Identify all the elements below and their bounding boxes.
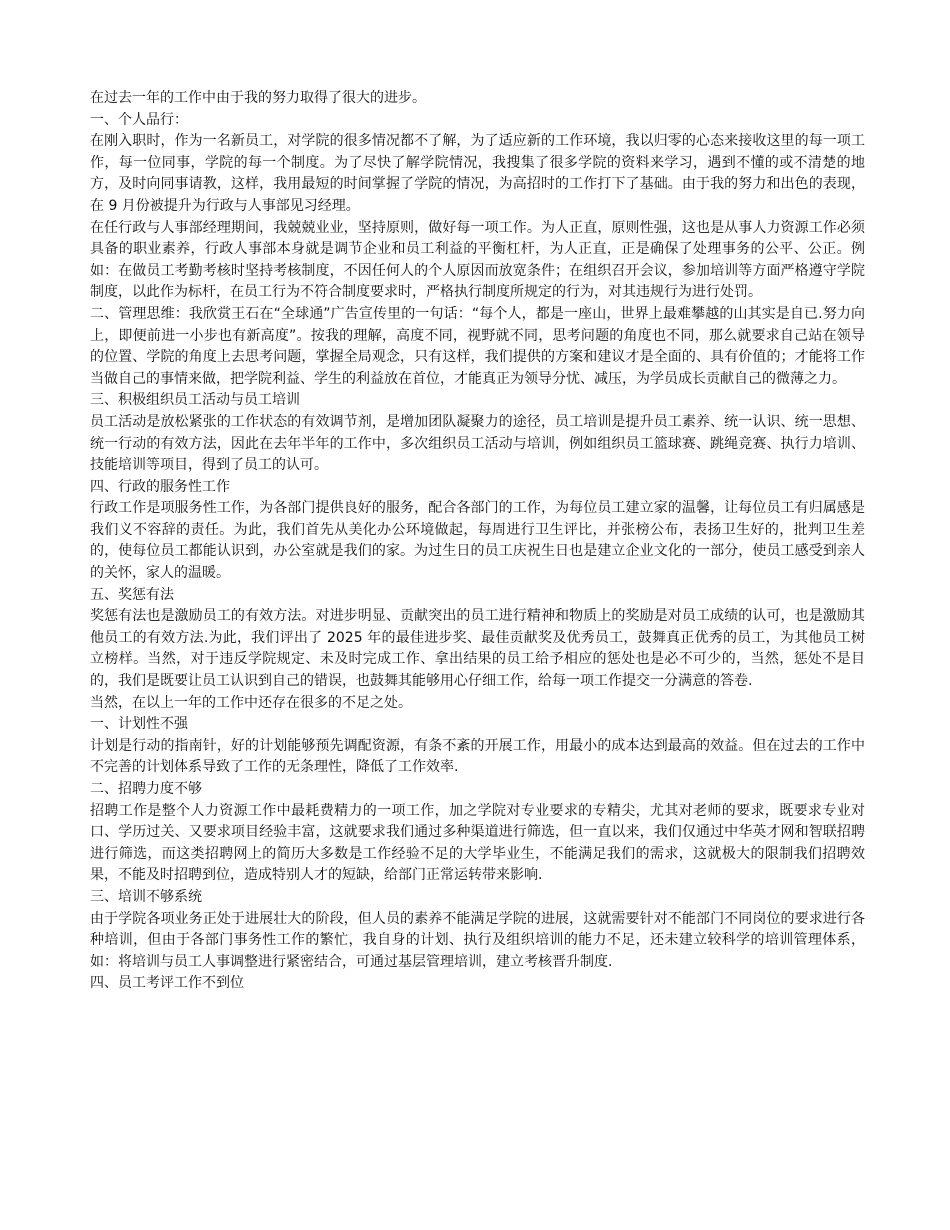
section-heading: 一、计划性不强 — [90, 716, 188, 733]
section-heading: 一、个人品行： — [90, 111, 188, 128]
intro-sentence: 在过去一年的工作中由于我的努力取得了很大的进步。 — [90, 90, 426, 106]
section-heading: 二、招聘力度不够 — [90, 781, 202, 797]
section-heading: 四、行政的服务性工作 — [90, 478, 230, 495]
body-paragraph: 员工活动是放松紧张的工作状态的有效调节剂，是增加团队凝聚力的途径，员工培训是提升员工素养、统一认识、统一思想、统一行动的有效方法，因此在去年半年的工作中，多次组织员工活动与培训，例如组织员工篮球赛、跳绳竞赛、执行力培训、技能培训等项目，得到了员工的认可。 — [90, 413, 865, 474]
document-body — [90, 88, 865, 995]
transition-sentence: 当然，在以上一年的工作中还存在很多的不足之处。 — [90, 694, 412, 711]
body-paragraph: 行政工作是项服务性工作，为各部门提供良好的服务，配合各部门的工作，为每位员工建立家的温馨，让每位员工有归属感是我们义不容辞的责任。为此，我们首先从美化办公环境做起，每周进行卫生评比，并张榜公布，表扬卫生好的，批判卫生差的，使每位员工都能认识到，办公室就是我们的家。为过生日的员工庆祝生日也是建立企业文化的一部分，使员工感受到亲人的关怀，家人的温暖。 — [90, 500, 865, 582]
section-heading: 四、员工考评工作不到位 — [90, 975, 244, 992]
section-heading: 五、奖惩有法 — [90, 586, 174, 603]
body-paragraph: 由于学院各项业务正处于进展壮大的阶段，但人员的素养不能满足学院的进展，这就需要针对不能部门不同岗位的要求进行各种培训，但由于各部门事务性工作的繁忙，我自身的计划、执行及组织培训的能力不足，还未建立较科学的培训管理体系，如：将培训与员工人事调整进行紧密结合，可通过基层管理培训，建立考核晋升制度. — [90, 910, 865, 970]
body-paragraph: 在刚入职时，作为一名新员工，对学院的很多情况都不了解，为了适应新的工作环境，我以归零的心态来接收这里的每一项工作，每一位同事，学院的每一个制度。为了尽快了解学院情况，我搜集了很多学院的资料来学习，遇到不懂的或不清楚的地方，及时向同事请教，这样，我用最短的时间掌握了学院的情况，为高招时的工作打下了基础。由于我的努力和出色的表现，在 9 月份被提升为行政与人事部见习经理。 — [90, 133, 865, 214]
body-paragraph: 二、管理思维：我欣赏王石在“全球通”广告宣传里的一句话：“每个人，都是一座山，世界上最难攀越的山其实是自已.努力向上，即便前进一小步也有新高度”。按我的理解，高度不同，视野就不同，思考问题的角度也不同，那么就要求自己站在领导的位置、学院的角度上去思考问题，掌握全局观念，只有这样，我们提供的方案和建议才是全面的、具有价值的；才能将工作当做自己的事情来做，把学院利益、学生的利益放在首位，才能真正为领导分忧、减压，为学员成长贡献自己的微薄之力。 — [90, 305, 865, 387]
section-heading: 三、积极组织员工活动与员工培训 — [90, 392, 300, 409]
section-heading: 三、培训不够系统 — [90, 888, 202, 905]
body-paragraph: 奖惩有法也是激励员工的有效方法。对进步明显、贡献突出的员工进行精神和物质上的奖励是对员工成绩的认可，也是激励其他员工的有效方法.为此，我们评出了 2025 年的最佳进步奖、最佳贡献奖及优秀员工，鼓舞真正优秀的员工，为其他员工树立榜样。当然，对于违反学院规定、未及时完成工作、拿出结果的员工给予相应的惩处也是必不可少的，当然，惩处不是目的，我们是既要让员工认识到自己的错误，也鼓舞其能够用心仔细工作，给每一项工作提交一分满意的答卷. — [90, 608, 865, 690]
body-paragraph: 招聘工作是整个人力资源工作中最耗费精力的一项工作，加之学院对专业要求的专精尖，尤其对老师的要求，既要求专业对口、学历过关、又要求项目经验丰富，这就要求我们通过多种渠道进行筛选，但一直以来，我们仅通过中华英才网和智联招聘进行筛选，而这类招聘网上的简历大多数是工作经验不足的大学毕业生，不能满足我们的需求，这就极大的限制我们招聘效果，不能及时招聘到位，造成特别人才的短缺，给部门正常运转带来影响. — [90, 802, 865, 884]
body-paragraph: 计划是行动的指南针，好的计划能够预先调配资源，有条不紊的开展工作，用最小的成本达到最高的效益。但在过去的工作中不完善的计划体系导致了工作的无条理性，降低了工作效率. — [90, 737, 865, 776]
body-paragraph: 在任行政与人事部经理期间，我兢兢业业，坚持原则，做好每一项工作。为人正直，原则性强，这也是从事人力资源工作必须具备的职业素养，行政人事部本身就是调节企业和员工利益的平衡杠杆，为人正直，正是确保了处理事务的公平、公正。例如：在做员工考勤考核时坚持考核制度，不因任何人的个人原因而放宽条件；在组织召开会议，参加培训等方面严格遵守学院制度，以此作为标杆，在员工行为不符合制度要求时，严格执行制度所规定的行为，对其违规行为进行处罚。 — [90, 219, 865, 301]
